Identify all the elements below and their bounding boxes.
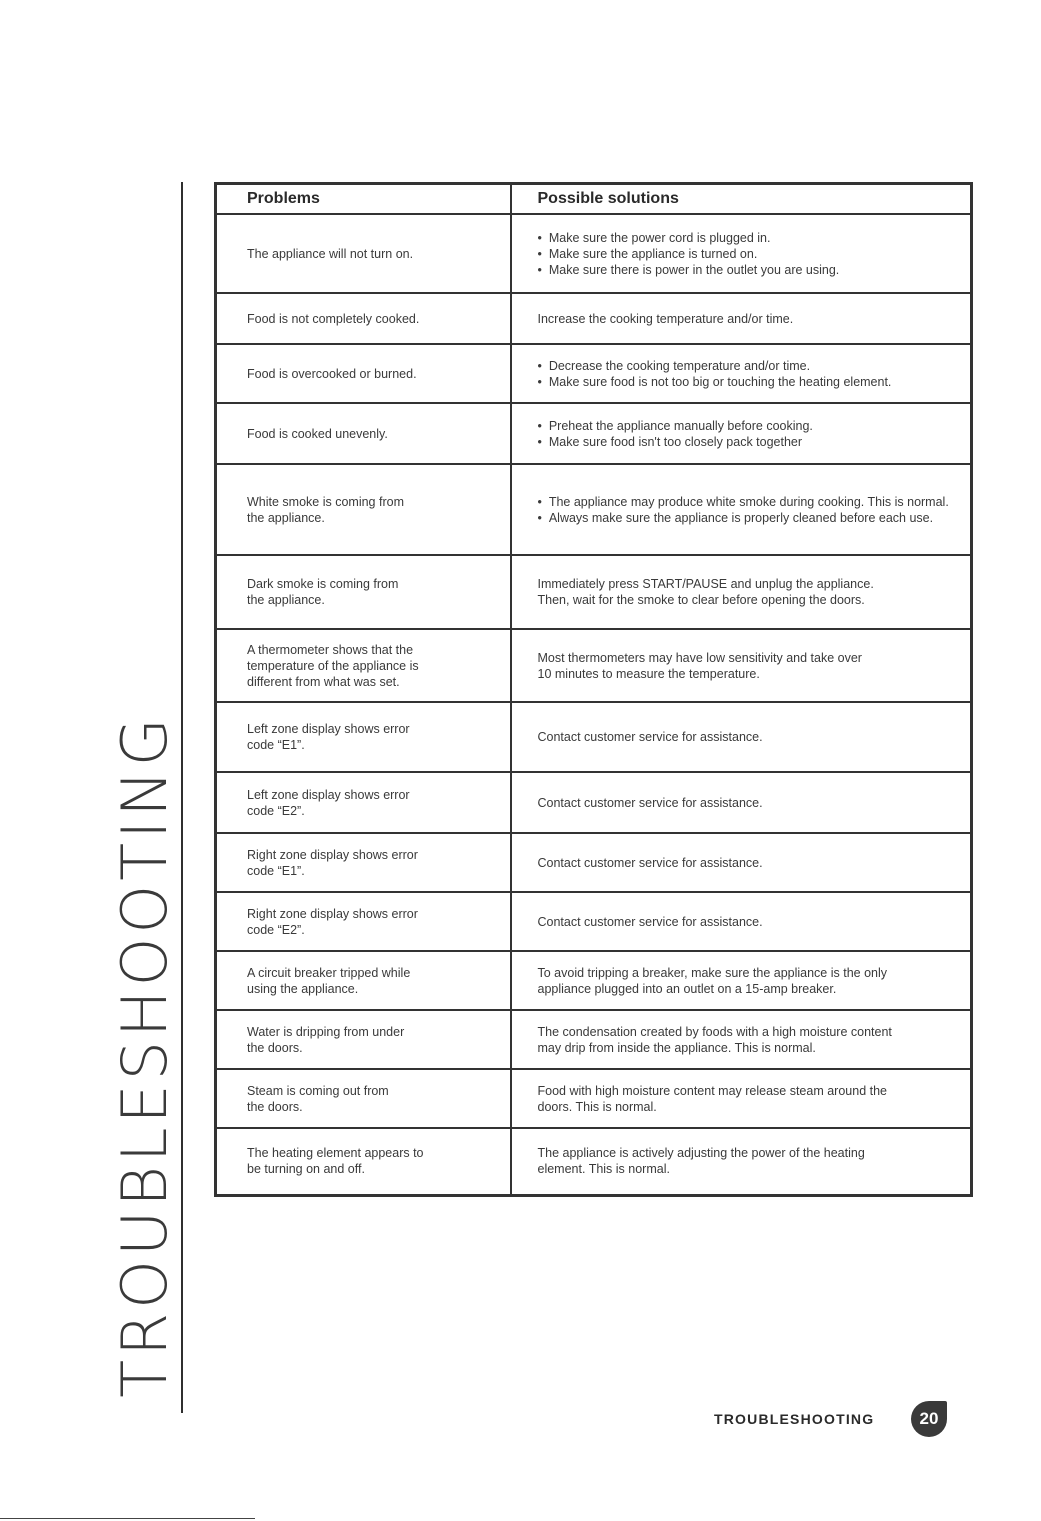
solution-bullet: • Always make sure the appliance is properly cleaned before each use.: [538, 510, 961, 526]
solution-bullet: • Make sure food is not too big or touching the heating element.: [538, 374, 961, 390]
table-row: [216, 951, 972, 1010]
solution-bullet: • Preheat the appliance manually before cooking.: [538, 418, 961, 434]
problem-text: The heating element appears to: [247, 1146, 424, 1161]
table-row: [216, 833, 972, 892]
solution-bullet: • The appliance may produce white smoke during cooking. This is normal.: [538, 494, 961, 510]
solution-cell: [511, 772, 972, 833]
problem-cell: [216, 464, 511, 555]
table-row: [216, 1010, 972, 1069]
solution-cell: [511, 555, 972, 629]
solution-cell: [511, 951, 972, 1010]
problem-text: the appliance.: [247, 510, 325, 525]
problem-cell: [216, 1069, 511, 1128]
solution-bullet: • Make sure food isn't too closely pack together: [538, 434, 961, 450]
table-row: [216, 702, 972, 772]
solution-bullet: • Make sure the appliance is turned on.: [538, 246, 961, 262]
solution-text: Contact customer service for assistance.: [537, 855, 763, 870]
problem-text: White smoke is coming from: [247, 494, 404, 509]
problem-text: A circuit breaker tripped while: [247, 965, 411, 980]
solution-text: The condensation created by foods with a high moisture content: [537, 1024, 892, 1039]
problem-text: Right zone display shows error: [247, 847, 418, 862]
problem-text: Water is dripping from under: [247, 1024, 405, 1039]
problem-text: code “E2”.: [247, 803, 305, 818]
problem-cell: [216, 892, 511, 951]
solution-text: appliance plugged into an outlet on a 15-amp breaker.: [537, 981, 837, 996]
problem-cell: [216, 403, 511, 464]
problem-text: code “E1”.: [247, 738, 305, 752]
problem-cell: [216, 214, 511, 293]
table-row: [216, 403, 972, 464]
solution-cell: [511, 892, 972, 951]
solution-cell: [511, 403, 972, 464]
problem-cell: [216, 555, 511, 629]
troubleshooting-table: [214, 182, 973, 1197]
solution-cell: [511, 702, 972, 772]
problem-text: A thermometer shows that the: [247, 642, 414, 657]
solution-text: Contact customer service for assistance.: [537, 795, 763, 810]
side-divider: [181, 182, 183, 1413]
problem-text: different from what was set.: [247, 674, 400, 689]
solution-bullet: • Make sure there is power in the outlet you are using.: [538, 262, 961, 278]
problem-cell: [216, 772, 511, 833]
problem-text: the appliance.: [247, 593, 325, 607]
problem-text: Right zone display shows error: [247, 906, 418, 921]
solution-text: element. This is normal.: [537, 1162, 670, 1177]
solution-cell: [511, 464, 972, 555]
problem-cell: [216, 1010, 511, 1069]
table-row: [216, 464, 972, 555]
problem-cell: [216, 702, 511, 772]
table-row: [216, 555, 972, 629]
problem-text: Steam is coming out from: [247, 1083, 389, 1098]
solution-text: Increase the cooking temperature and/or time.: [537, 311, 794, 326]
table-body: [216, 214, 972, 1195]
problem-text: Food is overcooked or burned.: [247, 366, 417, 381]
problem-text: Food is not completely cooked.: [247, 311, 420, 326]
table-row: [216, 1069, 972, 1128]
solution-text: Most thermometers may have low sensitivity and take over: [537, 650, 862, 665]
problem-cell: [216, 1128, 511, 1195]
problem-text: The appliance will not turn on.: [247, 246, 414, 261]
problem-text: Left zone display shows error: [247, 722, 410, 736]
table-row: [216, 772, 972, 833]
problem-cell: [216, 629, 511, 702]
problem-cell: [216, 293, 511, 344]
solution-cell: [511, 1010, 972, 1069]
solution-text: Then, wait for the smoke to clear before opening the doors.: [537, 593, 865, 607]
problem-text: temperature of the appliance is: [247, 658, 419, 673]
problem-text: using the appliance.: [247, 981, 359, 996]
problem-text: the doors.: [247, 1040, 303, 1055]
side-title: TROUBLESHOOTING: [108, 714, 181, 1398]
table-row: [216, 892, 972, 951]
table-row: [216, 293, 972, 344]
solution-text: To avoid tripping a breaker, make sure the appliance is the only: [537, 965, 888, 980]
solution-cell: [511, 1128, 972, 1195]
solution-cell: [511, 214, 972, 293]
solution-text: The appliance is actively adjusting the power of the heating: [537, 1146, 865, 1161]
table-row: [216, 214, 972, 293]
solution-cell: [511, 833, 972, 892]
solution-cell: [511, 293, 972, 344]
solution-text: doors. This is normal.: [537, 1099, 657, 1114]
problem-text: the doors.: [247, 1099, 303, 1114]
solution-text: Food with high moisture content may release steam around the: [537, 1083, 887, 1098]
problem-text: Dark smoke is coming from: [247, 577, 399, 591]
table-row: [216, 629, 972, 702]
problems-header: Problems: [216, 184, 511, 215]
solution-cell: [511, 629, 972, 702]
problem-text: be turning on and off.: [247, 1162, 365, 1177]
solution-text: Immediately press START/PAUSE and unplug the appliance.: [537, 577, 874, 591]
solution-bullet: • Decrease the cooking temperature and/or time.: [538, 358, 961, 374]
solution-text: 10 minutes to measure the temperature.: [537, 666, 760, 681]
solutions-header: Possible solutions: [511, 184, 972, 215]
solution-text: Contact customer service for assistance.: [537, 730, 763, 744]
table-row: [216, 1128, 972, 1195]
solution-text: may drip from inside the appliance. This is normal.: [537, 1040, 816, 1055]
solution-text: Contact customer service for assistance.: [537, 914, 763, 929]
table-row: [216, 344, 972, 403]
problem-cell: [216, 833, 511, 892]
problem-text: code “E1”.: [247, 863, 305, 878]
solution-cell: [511, 344, 972, 403]
problem-cell: [216, 344, 511, 403]
problem-text: Left zone display shows error: [247, 787, 410, 802]
problem-cell: [216, 951, 511, 1010]
problem-text: code “E2”.: [247, 922, 305, 937]
solution-cell: [511, 1069, 972, 1128]
solution-bullet: • Make sure the power cord is plugged in.: [538, 230, 961, 246]
problem-text: Food is cooked unevenly.: [247, 426, 388, 441]
footer-section-label: TROUBLESHOOTING: [714, 1411, 875, 1427]
bottom-rule: [0, 1518, 255, 1519]
table-header-row: [216, 184, 972, 215]
page-number-badge: 20: [911, 1401, 947, 1437]
